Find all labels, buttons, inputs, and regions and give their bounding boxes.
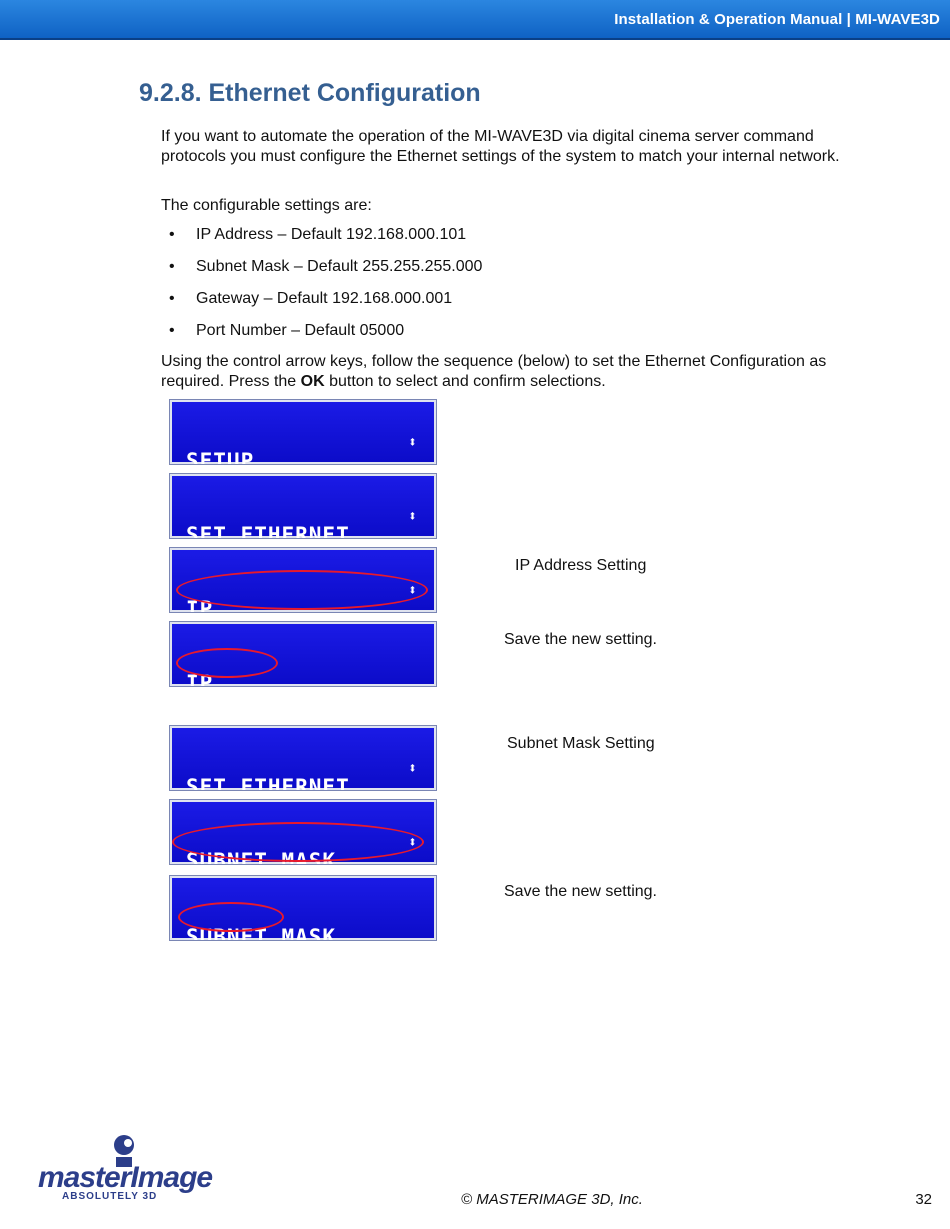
up-down-arrow-icon: ⬍	[407, 507, 418, 525]
up-down-arrow-icon: ⬍	[407, 433, 418, 451]
up-down-arrow-icon: ⬍	[407, 759, 418, 777]
page-number: 32	[915, 1191, 932, 1208]
masterimage-logo: masterImage ABSOLUTELY 3D	[38, 1133, 188, 1203]
ok-label: OK	[300, 373, 325, 390]
copyright: © MASTERIMAGE 3D, Inc.	[461, 1191, 643, 1208]
lcd-screen-setup: SETUP ⬍	[170, 400, 436, 464]
up-down-arrow-icon: ⬍	[407, 581, 418, 599]
ip-highlight-ellipse	[176, 570, 428, 610]
lcd-screen-subnet-save: SUBNET MASK SAVE◂◂ ▸▸CANCEL	[170, 876, 436, 940]
settings-lead: The configurable settings are:	[161, 197, 372, 214]
lcd-screen-set-ethernet-ip: SET ETHERNET ⬍	[170, 474, 436, 538]
subnet-save-highlight-ellipse	[178, 902, 284, 932]
ip-save-highlight-ellipse	[176, 648, 278, 678]
section-title: 9.2.8. Ethernet Configuration	[139, 79, 481, 107]
header-bar	[0, 0, 950, 40]
up-down-arrow-icon: ⬍	[407, 833, 418, 851]
bullet-icon: •	[169, 226, 175, 243]
caption-subnet-setting: Subnet Mask Setting	[507, 735, 655, 752]
subnet-highlight-ellipse	[172, 822, 424, 862]
lcd-screen-subnet-mask: SUBNET MASK ⬍	[170, 800, 436, 864]
bullet-icon: •	[169, 322, 175, 339]
manual-title: Installation & Operation Manual | MI-WAVE3D	[614, 11, 940, 28]
lcd-screen-ip-save: IP SAVE◂◂ ▸▸CANCEL	[170, 622, 436, 686]
bullet-icon: •	[169, 290, 175, 307]
caption-ip-setting: IP Address Setting	[515, 557, 647, 574]
caption-save-subnet: Save the new setting.	[504, 883, 657, 900]
bullet-icon: •	[169, 258, 175, 275]
caption-save-ip: Save the new setting.	[504, 631, 657, 648]
lcd-screen-ip-address: IP ⬍	[170, 548, 436, 612]
lcd-screen-set-ethernet-subnet: SET ETHERNET ⬍	[170, 726, 436, 790]
instruction-paragraph: Using the control arrow keys, follow the sequence (below) to set the Ethernet Configuration as required. Press the OK button to select and confirm selections.	[161, 353, 827, 390]
intro-paragraph: If you want to automate the operation of the MI-WAVE3D via digital cinema server command protocols you must configure the Ethernet settings of the system to match your internal network.	[161, 128, 840, 165]
